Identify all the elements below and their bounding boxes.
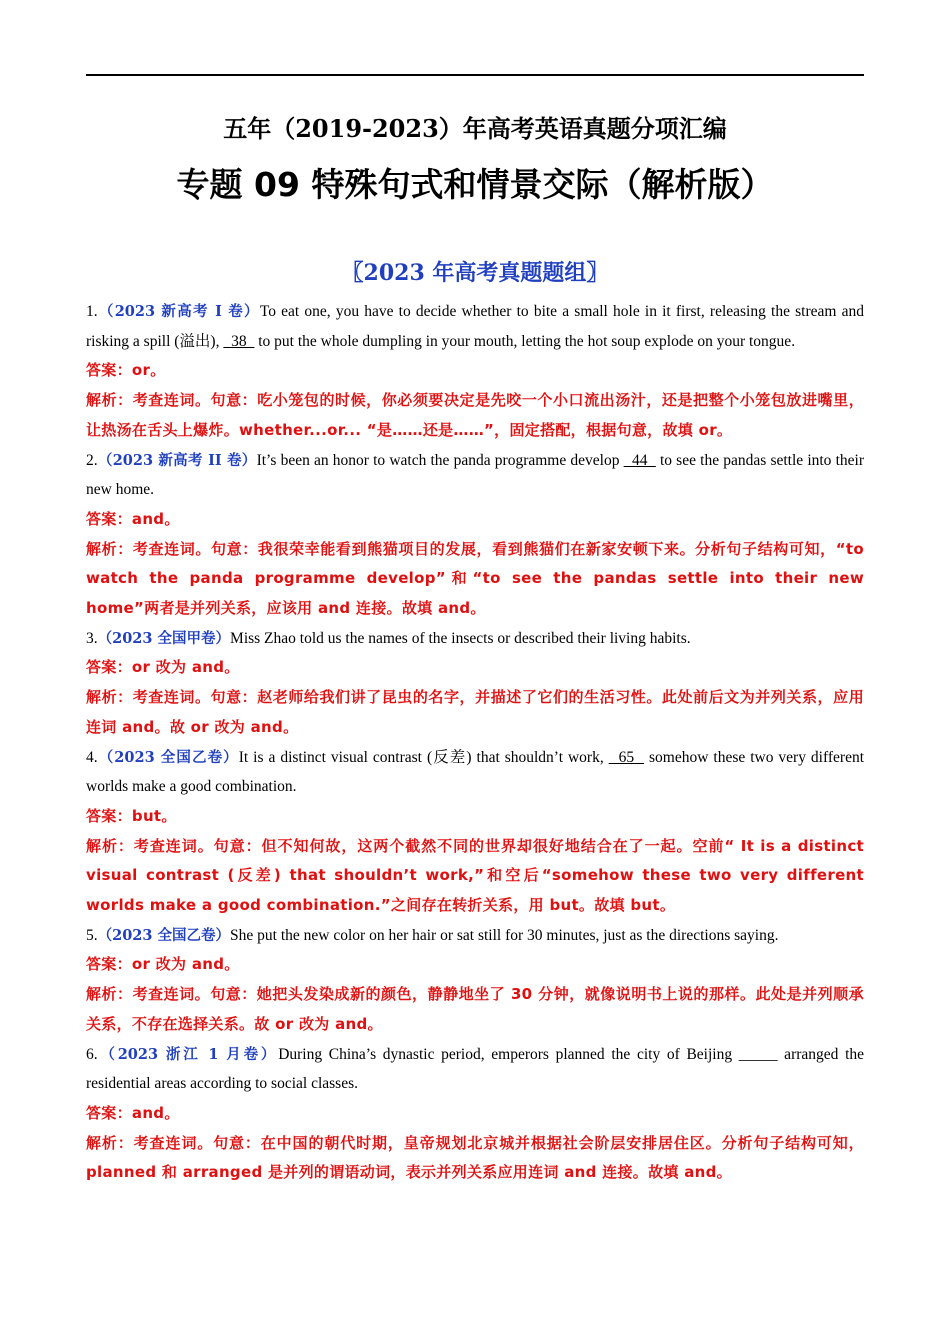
question-text	[86, 1040, 864, 1099]
question-text-before: Miss Zhao told us the names of the insects or described their living habits.	[230, 629, 691, 647]
answer-line: 答案：or 改为 and。	[86, 658, 240, 677]
question-text	[86, 921, 864, 951]
answer-line: 答案：but。	[86, 806, 177, 825]
question-source: （2023 全国乙卷）	[97, 926, 231, 944]
question-text-before: She put the new color on her hair or sat still for 30 minutes, just as the directions saying.	[230, 926, 779, 944]
question-text-after: somehow these two very different worlds make a good combination.	[86, 748, 864, 796]
document-subtitle: 五年（2019-2023）年高考英语真题分项汇编	[223, 114, 727, 143]
question-text-before: It’s been an honor to watch the panda programme develop	[256, 451, 624, 469]
question-source: （2023 新高考 I 卷）	[97, 303, 260, 320]
question-text-after: to put the whole dumpling in your mouth, letting the hot soup explode on your tongue.	[254, 332, 796, 350]
question-item	[86, 921, 864, 1040]
question-item	[86, 743, 864, 921]
question-item	[86, 297, 864, 446]
question-number: 3.	[86, 629, 98, 647]
question-item	[86, 446, 864, 624]
question-number: 5.	[86, 926, 98, 944]
answer-line: 答案：and。	[86, 509, 180, 528]
question-list	[86, 297, 864, 1188]
question-item	[86, 1040, 864, 1189]
group-heading: 〖2023 年高考真题题组〗	[341, 260, 609, 286]
question-number: 2.	[86, 451, 98, 469]
question-text	[86, 446, 864, 505]
question-item	[86, 624, 864, 743]
question-source: （2023 新高考 II 卷）	[97, 451, 257, 469]
question-text	[86, 297, 864, 356]
analysis-text: 解析：考查连词。句意：吃小笼包的时候，你必须要决定是先咬一个小口流出汤汁，还是把整个小笼包放进嘴里，让热汤在舌头上爆炸。whether...or... “是……还是……”，固定搭配，根据句意，故填 or。	[86, 391, 864, 439]
question-source: （2023 浙江 1 月卷）	[97, 1045, 279, 1063]
analysis-text: 解析：考查连词。句意：但不知何故，这两个截然不同的世界却很好地结合在了一起。空前“ It is a distinct visual contrast (反差) that shouldn’t work,”和空后“somehow these two very different worlds make a good combination.”之间存在转折关系，用 but。故填 but。	[86, 836, 864, 915]
answer-line: 答案：or 改为 and。	[86, 955, 240, 974]
question-text	[86, 624, 864, 654]
question-text-before: To eat one, you have to decide whether to bite a small hole in it first, releasing the stream and risking a spill (溢出),	[86, 303, 864, 350]
question-number: 6.	[86, 1045, 98, 1063]
question-source: （2023 全国乙卷）	[97, 748, 239, 766]
document-title: 专题 09 特殊句式和情景交际（解析版）	[176, 165, 774, 204]
analysis-text: 解析：考查连词。句意：在中国的朝代时期，皇帝规划北京城并根据社会阶层安排居住区。分析句子结构可知，planned 和 arranged 是并列的谓语动词，表示并列关系应用连词 and 连接。故填 and。	[86, 1133, 864, 1182]
analysis-text: 解析：考查连词。句意：她把头发染成新的颜色，静静地坐了 30 分钟，就像说明书上说的那样。此处是并列顺承关系，不存在选择关系。故 or 改为 and。	[86, 985, 864, 1033]
answer-line: 答案：and。	[86, 1103, 180, 1122]
question-text	[86, 743, 864, 802]
question-text-after: to see the pandas settle into their new home.	[86, 451, 864, 499]
question-text-before: It is a distinct visual contrast (反差) that shouldn’t work,	[238, 748, 609, 766]
header-rule	[86, 74, 864, 76]
question-blank: 44	[623, 451, 656, 469]
question-source: （2023 全国甲卷）	[97, 629, 231, 647]
question-number: 4.	[86, 748, 98, 766]
question-number: 1.	[86, 303, 98, 320]
answer-line: 答案：or。	[86, 361, 166, 380]
question-blank: 38	[223, 332, 255, 350]
analysis-text: 解析：考查连词。句意：赵老师给我们讲了昆虫的名字，并描述了它们的生活习性。此处前后文为并列关系，应用连词 and。故 or 改为 and。	[86, 688, 864, 736]
analysis-text: 解析：考查连词。句意：我很荣幸能看到熊猫项目的发展，看到熊猫们在新家安顿下来。分析句子结构可知，“to watch the panda programme develop”和“to see the pandas settle into their new home”两者是并列关系，应该用 and 连接。故填 and。	[86, 539, 864, 618]
question-text-before: During China’s dynastic period, emperors planned the city of Beijing _____ arranged the residential areas according to social classes.	[86, 1045, 865, 1093]
question-blank: 65	[608, 748, 645, 766]
